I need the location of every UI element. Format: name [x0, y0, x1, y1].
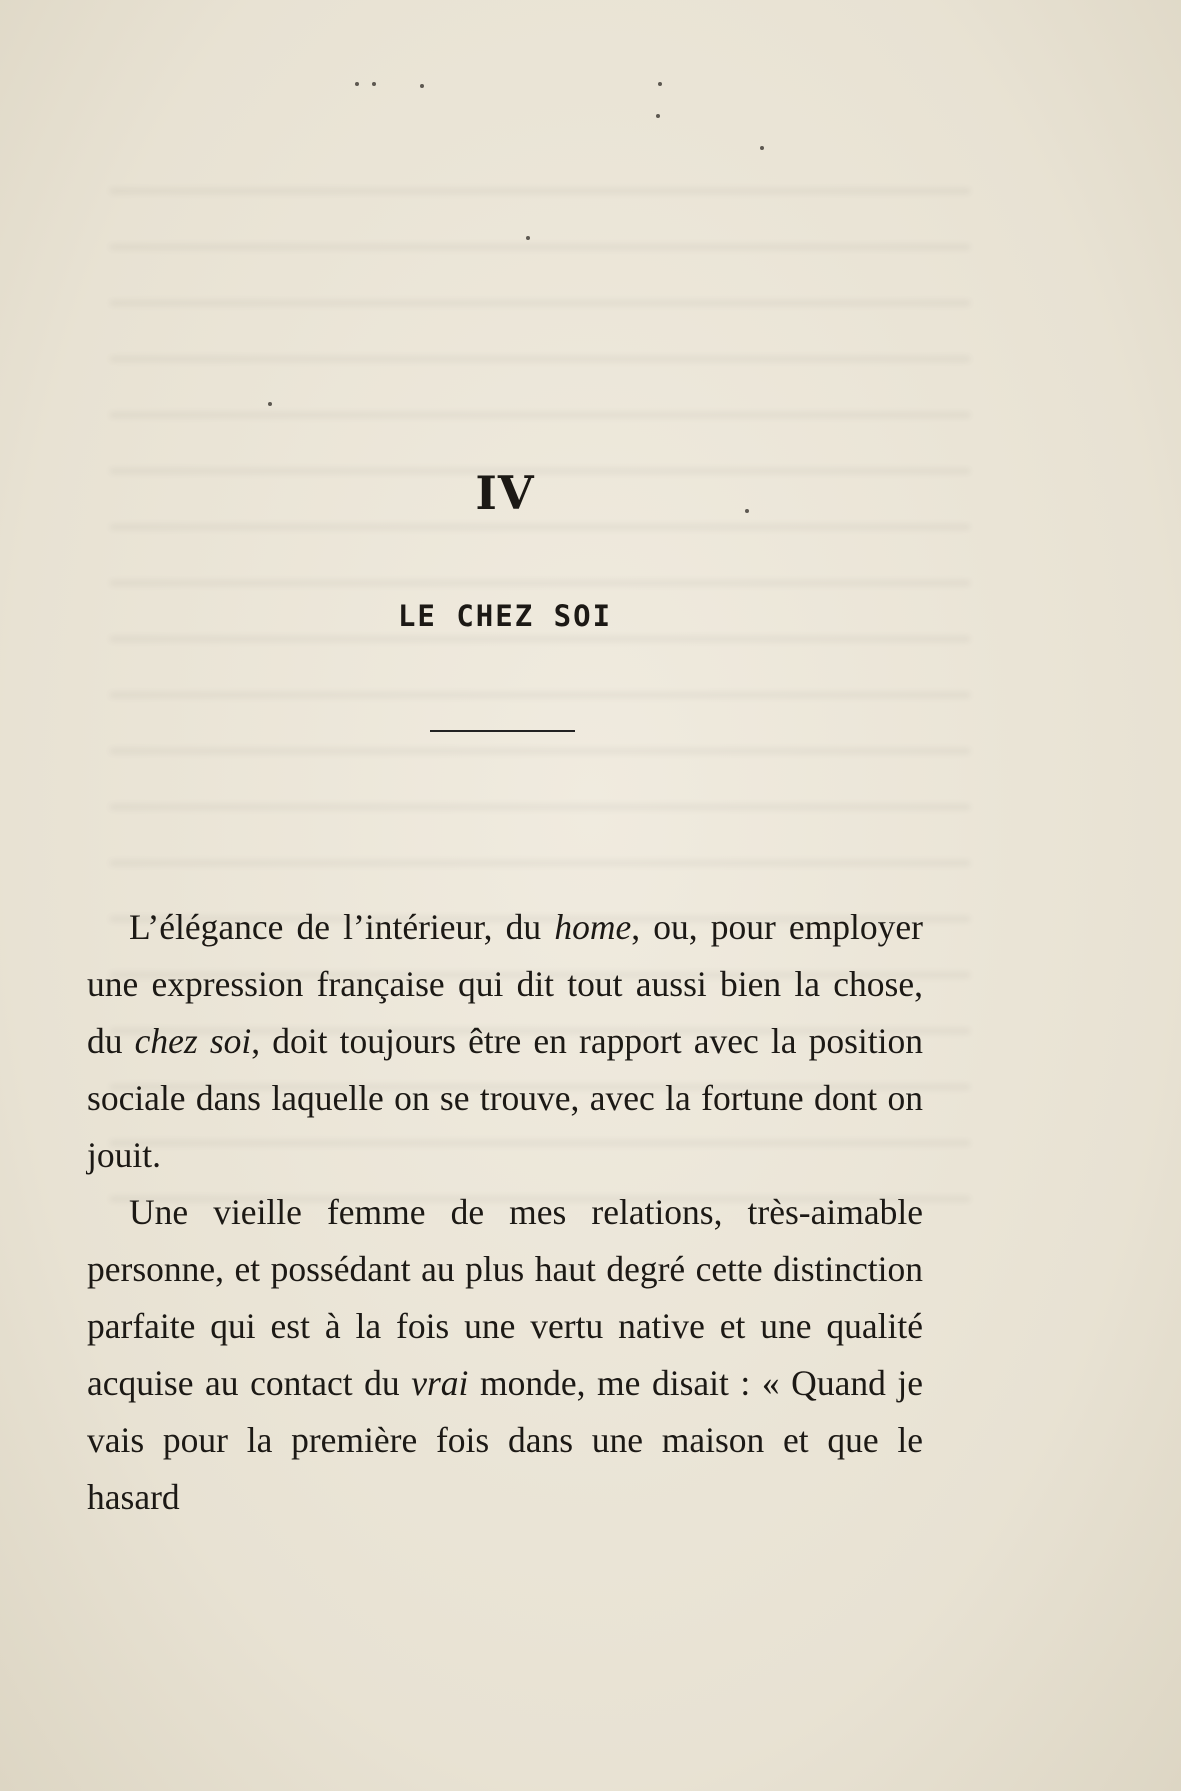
- ink-speck: [268, 402, 272, 406]
- ink-speck: [760, 146, 764, 150]
- text-segment: , doit toujours être en rapport avec la position sociale dans laquelle on se trouve, avec la fortune dont on jouit.: [87, 1021, 923, 1175]
- italic-text-segment: chez soi: [134, 1021, 252, 1061]
- title-divider: [430, 730, 575, 732]
- text-segment: monde, me disait : « Quand je vais pour la première fois dans une maison et que le hasard: [87, 1363, 924, 1517]
- ink-speck: [526, 236, 530, 240]
- italic-text-segment: vrai: [411, 1363, 469, 1403]
- paragraph: [87, 1184, 923, 1526]
- italic-text-segment: home: [554, 907, 632, 947]
- ink-speck: [372, 82, 376, 86]
- text-segment: , ou, pour employer une expression française qui dit tout aussi bien la chose, du: [87, 907, 923, 1061]
- paragraph: [87, 899, 923, 1184]
- chapter-number: IV: [475, 466, 535, 520]
- chapter-title: LE CHEZ SOI: [397, 599, 613, 633]
- ink-speck: [658, 82, 662, 86]
- text-segment: L’élégance de l’intérieur, du: [129, 907, 555, 947]
- text-segment: Une vieille femme de mes relations, très-aimable personne, et possédant au plus haut degré cette distinction parfaite qui est à la fois une vertu native et une qualité acquise au contact du: [87, 1192, 923, 1403]
- ink-speck: [656, 114, 660, 118]
- ink-speck: [355, 82, 359, 86]
- chapter-body: [87, 899, 923, 1526]
- ink-speck: [420, 84, 424, 88]
